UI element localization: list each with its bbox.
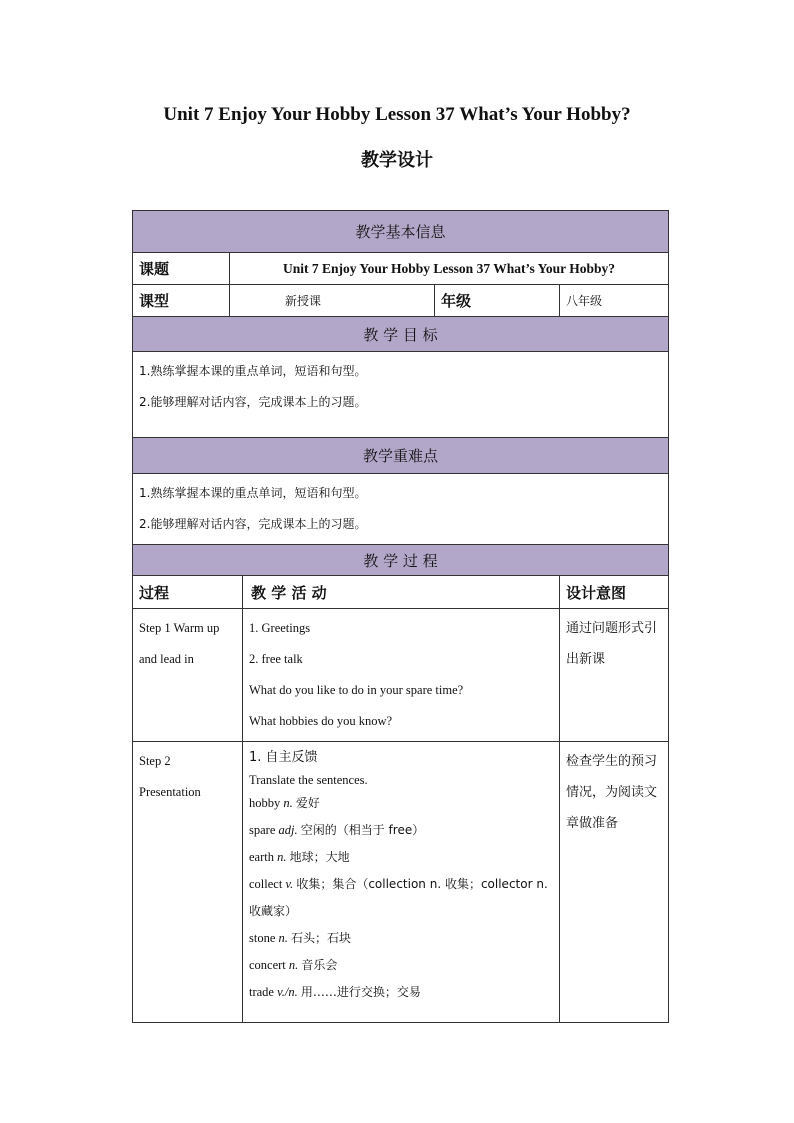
step1-name: Step 1 Warm up and lead in <box>133 609 243 742</box>
vocab-item: earth n. 地球；大地 <box>249 850 350 864</box>
key-points-header: 教学重难点 <box>133 438 669 474</box>
goal-item: 1.熟练掌握本课的重点单词，短语和句型。 <box>139 364 367 378</box>
topic-label: 课题 <box>133 253 230 285</box>
goal-item: 2.能够理解对话内容，完成课本上的习题。 <box>139 395 367 409</box>
vocab-list <box>249 790 553 1006</box>
vocab-item: hobby n. 爱好 <box>249 796 320 810</box>
key-point-item: 2.能够理解对话内容，完成课本上的习题。 <box>139 517 367 531</box>
document-title: Unit 7 Enjoy Your Hobby Lesson 37 What’s Your Hobby? <box>163 104 631 125</box>
step2-intent: 检查学生的预习 情况，为阅读文 章做准备 <box>560 742 669 1023</box>
activity-item: 2. free talk <box>249 652 303 666</box>
lesson-plan-table <box>132 210 669 1023</box>
step2-heading: 1. 自主反馈 <box>249 750 318 765</box>
vocab-item: trade v./n. 用……进行交换；交易 <box>249 985 421 999</box>
document-subtitle: 教学设计 <box>361 150 433 171</box>
step1-intent: 通过问题形式引 出新课 <box>560 609 669 742</box>
info-header: 教学基本信息 <box>133 211 669 253</box>
key-points-list <box>133 474 669 545</box>
grade-label: 年级 <box>435 285 560 317</box>
step2-activities <box>243 742 560 1023</box>
goals-list <box>133 352 669 438</box>
type-label: 课型 <box>133 285 230 317</box>
topic-value: Unit 7 Enjoy Your Hobby Lesson 37 What’s Your Hobby? <box>230 253 669 285</box>
activity-item: What hobbies do you know? <box>249 714 393 728</box>
activity-item: What do you like to do in your spare time? <box>249 683 464 697</box>
col-step-header: 过程 <box>133 576 243 609</box>
vocab-item: collect v. 收集；集合（collection n. 收集；collector n. 收藏家） <box>249 877 548 918</box>
vocab-item: spare adj. 空闲的（相当于 free） <box>249 823 425 837</box>
process-header: 教 学 过 程 <box>133 545 669 576</box>
step2-instruction: Translate the sentences. <box>249 773 368 787</box>
vocab-item: stone n. 石头；石块 <box>249 931 352 945</box>
step1-activities <box>243 609 560 742</box>
vocab-item: concert n. 音乐会 <box>249 958 338 972</box>
activity-item: 1. Greetings <box>249 621 311 635</box>
col-intent-header: 设计意图 <box>560 576 669 609</box>
key-point-item: 1.熟练掌握本课的重点单词，短语和句型。 <box>139 486 367 500</box>
grade-value: 八年级 <box>560 285 669 317</box>
col-activity-header: 教 学 活 动 <box>243 576 560 609</box>
goals-header: 教 学 目 标 <box>133 317 669 352</box>
step2-name: Step 2 Presentation <box>133 742 243 1023</box>
type-value: 新授课 <box>230 285 435 317</box>
